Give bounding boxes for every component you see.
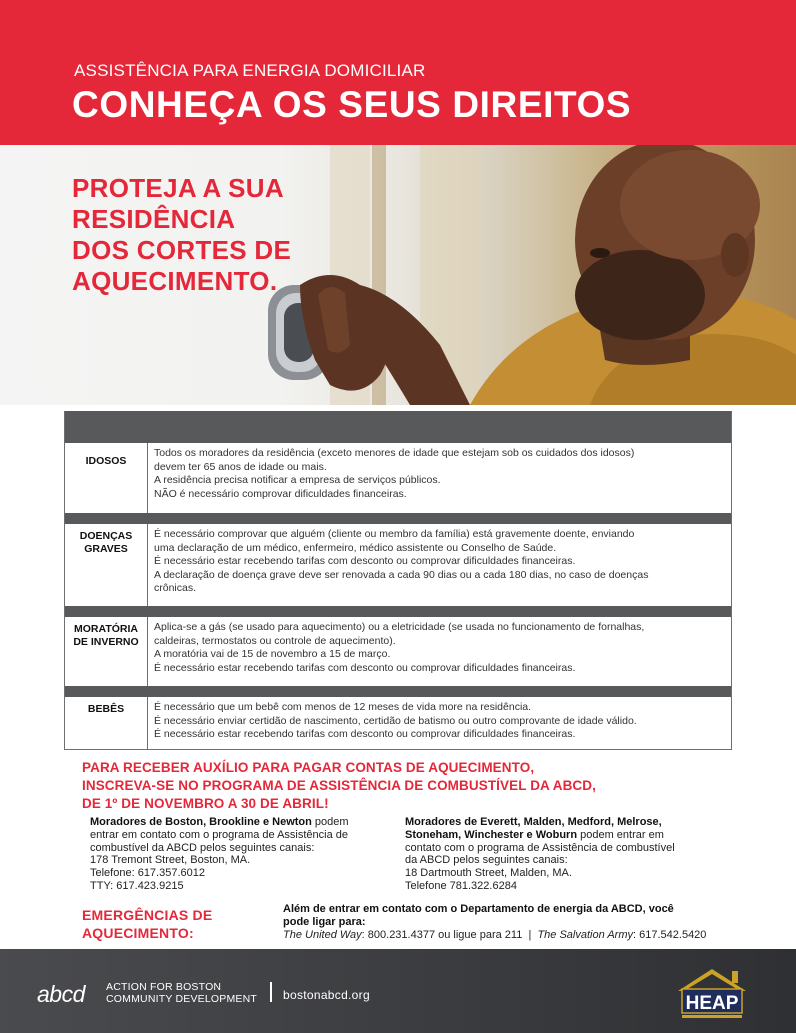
contact-tty: TTY: 617.423.9215 xyxy=(90,879,184,892)
enrollment-line: PARA RECEBER AUXÍLIO PARA PAGAR CONTAS DE AQUECIMENTO, xyxy=(82,760,535,775)
description-line: É necessário comprovar que alguém (cliente ou membro da família) está gravemente doente, enviando xyxy=(154,528,635,540)
contact-line: da ABCD pelos seguintes canais: xyxy=(405,854,568,867)
category-label: DE INVERNO xyxy=(73,636,139,648)
table-row-moratoria xyxy=(65,617,731,686)
contact-phone: Telefone: 617.357.6012 xyxy=(90,867,205,880)
description-line: A moratória vai de 15 de novembro a 15 de março. xyxy=(154,648,391,660)
contact-line: contato com o programa de Assistência de combustível xyxy=(405,841,675,854)
footer-divider xyxy=(270,982,272,1002)
contact-phone: Telefone 781.322.6284 xyxy=(405,879,517,892)
hero-headline-line: RESIDÊNCIA xyxy=(72,204,236,234)
contact-malden xyxy=(405,816,725,893)
contact-intro-rest: podem xyxy=(311,816,349,828)
row-description xyxy=(148,617,731,686)
row-description xyxy=(148,524,731,606)
united-way-name: The United Way xyxy=(283,929,362,941)
hero-headline-line: PROTEJA A SUA xyxy=(72,173,284,203)
rights-table xyxy=(64,411,732,750)
description-line: Aplica-se a gás (se usado para aquecimento) ou a eletricidade (se usada no funcionamento de fornalhas, xyxy=(154,621,645,633)
category-label: GRAVES xyxy=(84,543,128,555)
website-link[interactable]: bostonabcd.org xyxy=(283,988,370,1002)
table-separator xyxy=(65,606,731,617)
description-line: É necessário estar recebendo tarifas com desconto ou comprovar dificuldades financeiras. xyxy=(154,661,576,674)
hero-section xyxy=(0,145,796,405)
description-line: É necessário estar recebendo tarifas com desconto ou comprovar dificuldades financeiras. xyxy=(154,728,576,740)
emergency-body xyxy=(283,903,753,942)
salvation-army-name: The Salvation Army xyxy=(537,929,634,941)
hero-headline-line: AQUECIMENTO. xyxy=(72,266,278,296)
abcd-logo: abcd xyxy=(37,981,85,1007)
emergency-title-line: EMERGÊNCIAS DE xyxy=(82,907,213,923)
emergency-contacts xyxy=(283,929,753,942)
hero-headline xyxy=(72,173,342,297)
contact-residents: Moradores de Boston, Brookline e Newton xyxy=(90,816,312,828)
description-line: devem ter 65 anos de idade ou mais. xyxy=(154,460,327,473)
contact-intro xyxy=(405,829,725,842)
divider: | xyxy=(528,929,532,941)
enrollment-line: INSCREVA-SE NO PROGRAMA DE ASSISTÊNCIA DE COMBUSTÍVEL DA ABCD, xyxy=(82,778,596,793)
contact-residents: Stoneham, Winchester e Woburn xyxy=(405,828,578,841)
emergency-intro: Além de entrar em contato com o Departamento de energia da ABCD, você xyxy=(283,903,674,915)
description-line: É necessário estar recebendo tarifas com desconto ou comprovar dificuldades financeiras. xyxy=(154,555,576,567)
table-header-band xyxy=(65,411,731,443)
row-category xyxy=(65,443,148,513)
united-way-phone: : 800.231.4377 ou ligue para 211 xyxy=(361,929,523,941)
organization-name-line: ACTION FOR BOSTON xyxy=(106,981,222,993)
table-row-doencas-graves xyxy=(65,524,731,606)
table-separator xyxy=(65,686,731,697)
description-line: caldeiras, termostatos ou controle de aquecimento). xyxy=(154,634,396,647)
header-subtitle: ASSISTÊNCIA PARA ENERGIA DOMICILIAR xyxy=(74,61,426,80)
emergency-title-line: AQUECIMENTO: xyxy=(82,925,194,941)
row-category xyxy=(65,524,148,606)
contact-intro xyxy=(90,816,390,829)
category-label: IDOSOS xyxy=(85,455,127,467)
description-line: É necessário que um bebê com menos de 12 meses de vida more na residência. xyxy=(154,701,532,713)
contact-intro-rest: podem entrar em xyxy=(577,828,664,841)
description-line: A declaração de doença grave deve ser renovada a cada 90 dias ou a cada 180 dias, no caso de doenças xyxy=(154,568,649,581)
contact-line: combustível da ABCD pelos seguintes canais: xyxy=(90,841,315,854)
emergency-intro: pode ligar para: xyxy=(283,916,366,928)
description-line: É necessário enviar certidão de nascimento, certidão de batismo ou outro comprovante de idade válido. xyxy=(154,714,637,727)
salvation-army-phone: : 617.542.5420 xyxy=(633,929,707,941)
emergency-title xyxy=(82,906,212,942)
header-title: CONHEÇA OS SEUS DIREITOS xyxy=(72,84,632,125)
description-line: Todos os moradores da residência (exceto menores de idade que estejam sob os cuidados dos idosos) xyxy=(154,447,635,459)
organization-name xyxy=(106,981,257,1005)
contact-boston xyxy=(90,816,390,893)
table-row-bebes xyxy=(65,697,731,749)
organization-name-line: COMMUNITY DEVELOPMENT xyxy=(106,993,258,1005)
contact-line: entrar em contato com o programa de Assistência de xyxy=(90,828,349,841)
description-line: A residência precisa notificar a empresa de serviços públicos. xyxy=(154,474,441,486)
contact-address: 18 Dartmouth Street, Malden, MA. xyxy=(405,867,572,880)
footer xyxy=(0,949,796,1033)
category-label: DOENÇAS xyxy=(79,530,133,542)
header-banner xyxy=(0,0,796,145)
row-category xyxy=(65,697,148,749)
enrollment-line: DE 1º DE NOVEMBRO A 30 DE ABRIL! xyxy=(82,796,329,811)
description-line: NÃO é necessário comprovar dificuldades financeiras. xyxy=(154,487,407,500)
description-line: crônicas. xyxy=(154,582,197,594)
hero-headline-line: DOS CORTES DE xyxy=(72,235,292,265)
category-label: BEBÊS xyxy=(87,703,125,715)
row-description xyxy=(148,697,731,749)
category-label: MORATÓRIA xyxy=(74,623,138,635)
contact-address: 178 Tremont Street, Boston, MA. xyxy=(90,854,251,867)
contact-residents: Moradores de Everett, Malden, Medford, Melrose, xyxy=(405,816,662,828)
heap-logo-icon xyxy=(674,965,750,1025)
table-separator xyxy=(65,513,731,524)
enrollment-callout xyxy=(82,759,596,813)
heap-logo-text: HEAP xyxy=(685,993,739,1014)
table-row-idosos xyxy=(65,443,731,513)
row-description xyxy=(148,443,731,513)
description-line: uma declaração de um médico, enfermeiro, médico assistente ou Conselho de Saúde. xyxy=(154,541,557,554)
row-category xyxy=(65,617,148,686)
